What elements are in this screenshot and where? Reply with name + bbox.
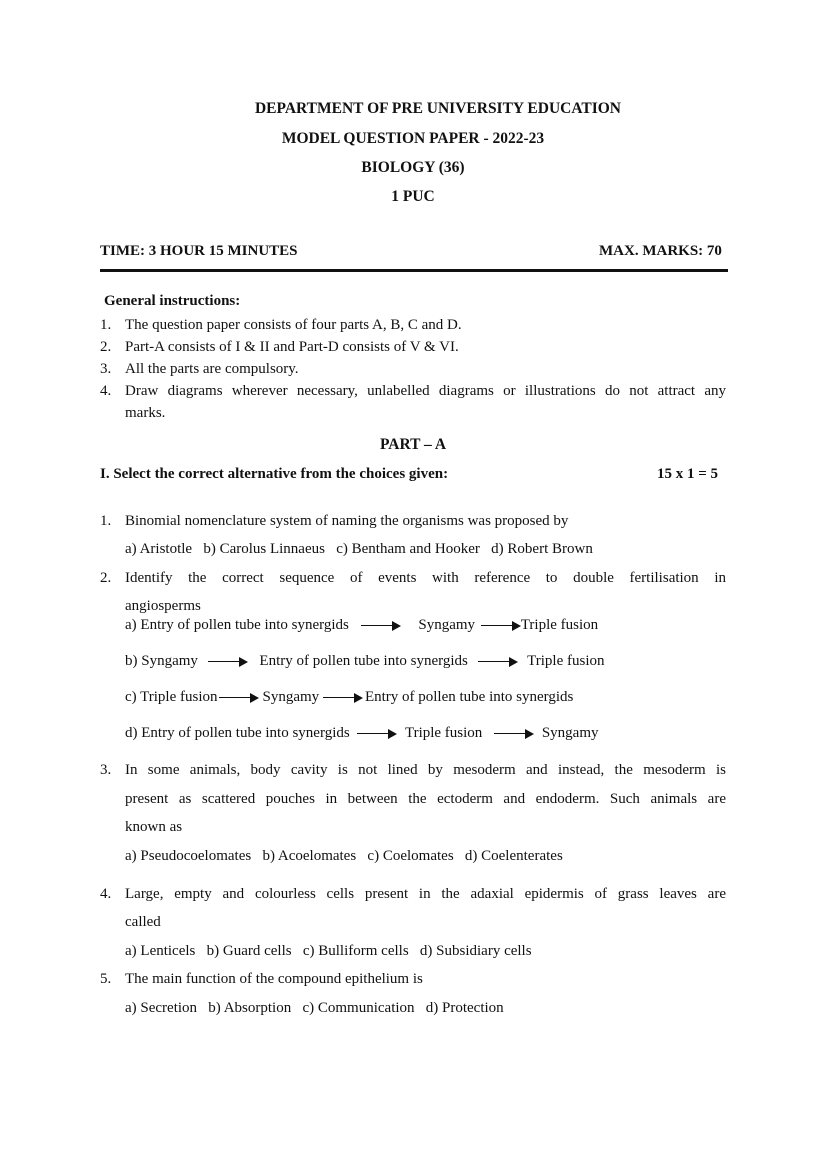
- right-arrow-icon: [481, 621, 521, 631]
- right-arrow-icon: [361, 621, 401, 631]
- section-heading: I. Select the correct alternative from the choices given:: [100, 466, 449, 482]
- sequence-step: Entry of pollen tube into synergids: [259, 653, 468, 669]
- sequence-step: c) Triple fusion: [125, 689, 218, 705]
- instructions-title: General instructions:: [104, 293, 241, 309]
- subject-title: BIOLOGY (36): [361, 159, 465, 176]
- question-text: Binomial nomenclature system of naming the organisms was proposed by: [125, 513, 569, 529]
- question-text: Large, empty and colourless cells present in the adaxial epidermis of grass leaves are: [125, 886, 726, 902]
- sequence-step: Triple fusion: [404, 725, 483, 741]
- right-arrow-icon: [494, 729, 534, 739]
- instruction-number: 3.: [100, 361, 112, 377]
- section-marks: 15 x 1 = 5: [657, 466, 719, 482]
- instruction-number: 4.: [100, 383, 112, 399]
- question-number: 3.: [100, 762, 112, 778]
- header-divider: [100, 269, 728, 272]
- sequence-option-c: [125, 689, 573, 706]
- sequence-step: Syngamy: [541, 725, 599, 741]
- right-arrow-icon: [219, 693, 259, 703]
- question-text: The main function of the compound epithelium is: [125, 971, 423, 987]
- part-a-title: PART – A: [379, 436, 447, 453]
- sequence-step: Triple fusion: [520, 617, 599, 633]
- sequence-option-b: [125, 653, 604, 670]
- class-title: 1 PUC: [391, 188, 435, 205]
- sequence-step: Triple fusion: [527, 653, 605, 669]
- question-text-continued: called: [125, 914, 161, 930]
- question-options: a) Lenticels b) Guard cells c) Bulliform cells d) Subsidiary cells: [125, 943, 532, 959]
- paper-title: MODEL QUESTION PAPER - 2022-23: [281, 130, 545, 147]
- department-title: DEPARTMENT OF PRE UNIVERSITY EDUCATION: [254, 100, 622, 117]
- question-options: a) Pseudocoelomates b) Acoelomates c) Coelomates d) Coelenterates: [125, 848, 563, 864]
- instruction-text: Draw diagrams wherever necessary, unlabelled diagrams or illustrations do not attract any: [125, 383, 726, 399]
- sequence-step: Entry of pollen tube into synergids: [364, 689, 574, 705]
- question-number: 4.: [100, 886, 112, 902]
- instruction-text: Part-A consists of I & II and Part-D consists of V & VI.: [125, 339, 459, 355]
- sequence-step: Syngamy: [418, 617, 476, 633]
- question-text-continued: present as scattered pouches in between the ectoderm and endoderm. Such animals are: [125, 791, 726, 807]
- sequence-step: d) Entry of pollen tube into synergids: [125, 725, 350, 741]
- instruction-text-continued: marks.: [125, 405, 166, 421]
- right-arrow-icon: [478, 657, 518, 667]
- question-text: In some animals, body cavity is not lined by mesoderm and instead, the mesoderm is: [125, 762, 726, 778]
- time-label: TIME: 3 HOUR 15 MINUTES: [100, 243, 298, 259]
- right-arrow-icon: [208, 657, 248, 667]
- instruction-text: The question paper consists of four parts A, B, C and D.: [125, 317, 462, 333]
- sequence-step: b) Syngamy: [125, 653, 198, 669]
- sequence-step: a) Entry of pollen tube into synergids: [125, 617, 349, 633]
- sequence-option-d: [125, 725, 598, 742]
- question-options: a) Aristotle b) Carolus Linnaeus c) Bentham and Hooker d) Robert Brown: [125, 541, 593, 557]
- sequence-step: Syngamy: [262, 689, 320, 705]
- question-text: Identify the correct sequence of events with reference to double fertilisation in: [125, 570, 726, 586]
- instruction-text: All the parts are compulsory.: [125, 361, 299, 377]
- question-number: 2.: [100, 570, 112, 586]
- question-text-continued: angiosperms: [125, 598, 201, 614]
- right-arrow-icon: [323, 693, 363, 703]
- sequence-option-a: [125, 617, 598, 634]
- right-arrow-icon: [357, 729, 397, 739]
- instruction-number: 1.: [100, 317, 112, 333]
- question-text-continued: known as: [125, 819, 183, 835]
- question-number: 5.: [100, 971, 112, 987]
- max-marks-label: MAX. MARKS: 70: [599, 243, 722, 259]
- question-number: 1.: [100, 513, 112, 529]
- question-options: a) Secretion b) Absorption c) Communication d) Protection: [125, 1000, 504, 1016]
- instruction-number: 2.: [100, 339, 112, 355]
